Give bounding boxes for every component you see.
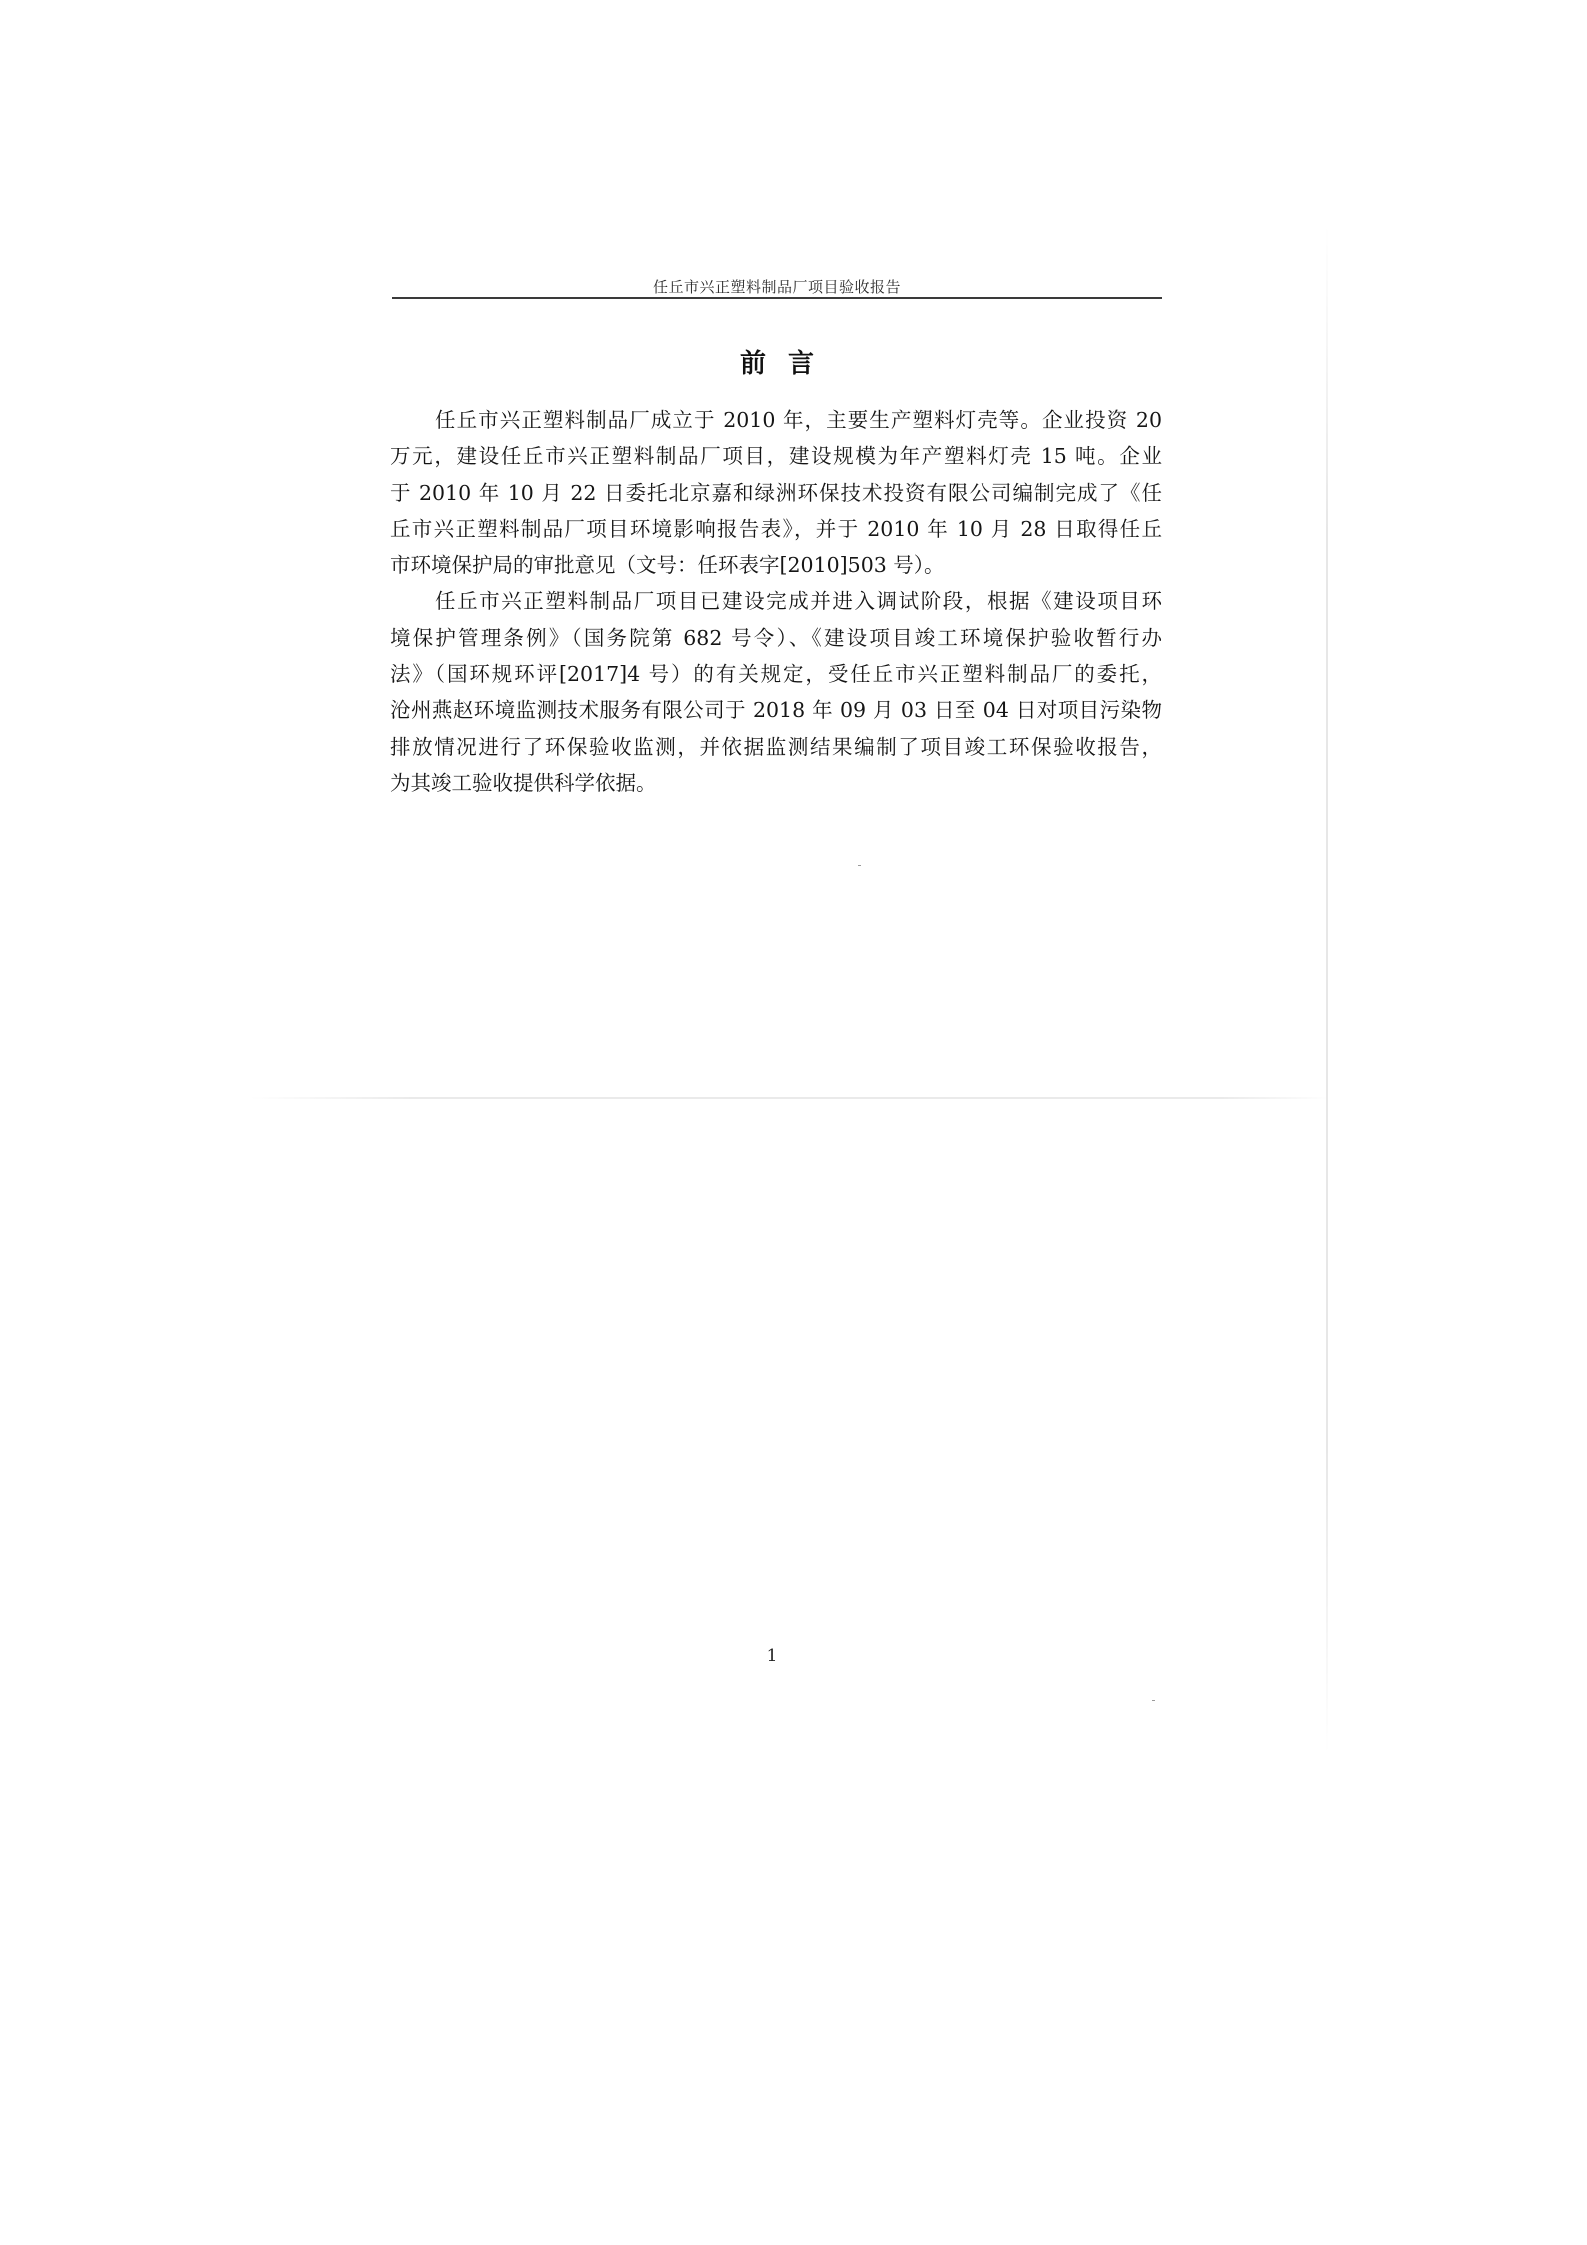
paragraph-line: 市环境保护局的审批意见（文号：任环表字[2010]503 号）。 [390,553,945,578]
paragraph-line: 于 2010 年 10 月 22 日委托北京嘉和绿洲环保技术投资有限公司编制完成了《任 [390,480,1162,505]
running-header: 任丘市兴正塑料制品厂项目验收报告 [652,278,901,296]
paragraph-line: 任丘市兴正塑料制品厂成立于 2010 年，主要生产塑料灯壳等。企业投资 20 [435,408,1162,432]
scan-fold-artifact [250,1097,1330,1099]
paragraph-line: 沧州燕赵环境监测技术服务有限公司于 2018 年 09 月 03 日至 04 日对项目污染物 [390,698,1162,723]
scan-speck [1152,1700,1155,1701]
paragraph-2 [390,583,1162,801]
paragraph-line: 任丘市兴正塑料制品厂项目已建设完成并进入调试阶段，根据《建设项目环 [435,589,1162,614]
page-title: 前言 [739,349,836,379]
scan-speck [858,865,861,866]
paragraph-line: 为其竣工验收提供科学依据。 [390,770,657,795]
preface-body [390,402,1162,801]
paragraph-line: 境保护管理条例》（国务院第 682 号令）、《建设项目竣工环境保护验收暂行办 [390,625,1162,650]
paragraph-line: 万元，建设任丘市兴正塑料制品厂项目，建设规模为年产塑料灯壳 15 吨。企业 [390,444,1162,469]
paragraph-line: 法》（国环规环评[2017]4 号）的有关规定，受任丘市兴正塑料制品厂的委托， [390,662,1162,687]
paragraph-line: 丘市兴正塑料制品厂项目环境影响报告表》，并于 2010 年 10 月 28 日取得任丘 [390,516,1162,541]
paragraph-line: 排放情况进行了环保验收监测，并依据监测结果编制了项目竣工环保验收报告， [390,734,1162,759]
page-number: 1 [766,1646,778,1666]
paragraph-1 [390,402,1162,583]
scan-edge-artifact [1326,225,1328,1755]
header-rule [392,297,1162,299]
